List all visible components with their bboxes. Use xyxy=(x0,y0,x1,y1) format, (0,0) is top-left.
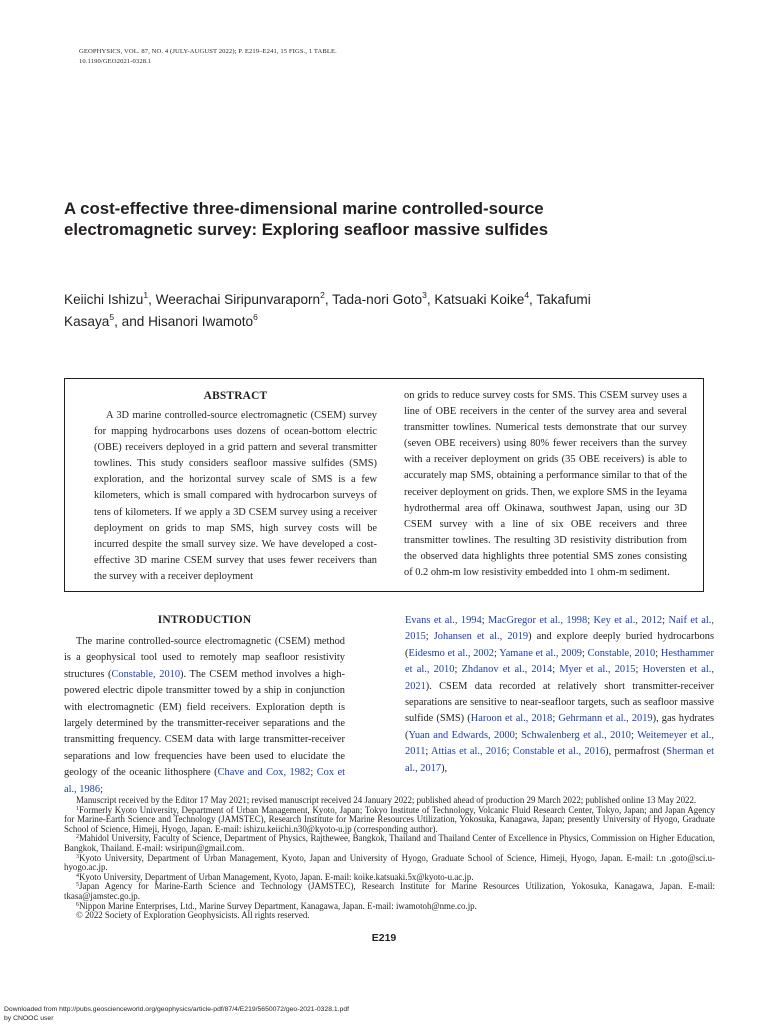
abstract-text-left: A 3D marine controlled-source electromagnetic (CSEM) survey for mapping hydrocarbons uses dozens of ocean-bottom electric (OBE) receivers deployed in a grid pattern and several transmitter towlines. This study considers seafloor massive sulfides (SMS) exploration, and the horizontal survey scale of SMS is a few kilometers, which is small compared with hydrocarbon surveys of tens of kilometers. If we apply a 3D CSEM survey using a receiver deployment on grids to map SMS, high survey costs will be incurred despite the small survey size. We have developed a cost-effective 3D marine CSEM survey that uses fewer receivers than the survey with a receiver deployment xyxy=(94,410,377,582)
doi: 10.1190/GEO2021-0328.1 xyxy=(79,58,152,65)
citation-link[interactable]: Schwalenberg et al., 2010 xyxy=(521,729,631,741)
citation-link[interactable]: Constable, 2010 xyxy=(111,668,181,680)
introduction-column-left xyxy=(64,614,345,798)
citation-link[interactable]: Attias et al., 2016 xyxy=(431,746,507,758)
footnotes xyxy=(64,796,715,921)
citation-link[interactable]: Johansen et al., 2019 xyxy=(433,631,529,643)
introduction-column-right xyxy=(405,613,714,777)
affiliation-marker: 2 xyxy=(320,290,325,300)
abstract-box xyxy=(64,378,704,592)
footnote xyxy=(64,806,715,835)
footnote-text: Japan Agency for Marine-Earth Science and Technology (JAMSTEC), Research Institute for Marine Resources Utilization, Yokosuka, Kanagawa, Japan. E-mail: tkasa@jamstec.go.jp. xyxy=(64,881,715,901)
introduction-paragraph: The marine controlled-source electromagnetic (CSEM) method is a geophysical tool used to remotely map seafloor resistivity structures (Constable, 2010). The CSEM method involves a high-powered electric dipole transmitter towed by a ship in conjunction with electromagnetic (EM) field receivers. Exploration depth is largely determined by the transmitter-receiver separations and the transmitting frequency. CSEM data with large transmitter-receiver separations and low frequencies have been used to elucidate the geology of the oceanic lithosphere (Chave and Cox, 1982; Cox et al., 1986; xyxy=(64,636,345,795)
journal-citation-line: GEOPHYSICS, VOL. 87, NO. 4 (JULY-AUGUST 2022); P. E219–E241, 15 FIGS., 1 TABLE. xyxy=(79,48,337,55)
author-name: Keiichi Ishizu xyxy=(64,292,144,307)
article-title-line-2: electromagnetic survey: Exploring seafloor massive sulfides xyxy=(64,220,549,239)
footnote-marker: 5 xyxy=(76,882,79,889)
abstract-column-right xyxy=(404,388,687,581)
article-title-line-1: A cost-effective three-dimensional marine controlled-source xyxy=(64,199,544,218)
author-line-1: Keiichi Ishizu$^1$, Weerachai Siripunvaraporn$^2$, Tada-nori Goto$^3$, Katsuaki Koike$^4$, Takafumi xyxy=(64,290,591,307)
footnote-text: Mahidol University, Faculty of Science, Department of Physics, Rajthewee, Bangkok, Thailand and Thailand Center of Excellence in Physics, Commission on Higher Education, Bangkok, Thailand. E-mail: wsiripun@gmail.com. xyxy=(64,833,715,853)
citation-link[interactable]: Hesthammer et al., 2010 xyxy=(405,647,714,676)
footnote-text: Manuscript received by the Editor 17 May 2021; revised manuscript received 24 January 2022; published ahead of production 29 March 2022; published online 13 May 2022. xyxy=(76,795,697,805)
abstract-text-right: on grids to reduce survey costs for SMS. This CSEM survey uses a line of OBE receivers in the center of the survey area and several transmitter towlines. Numerical tests demonstrate that our survey (seven OBE receivers) using 80% fewer receivers than the survey with a receiver deployment on grids (35 OBE receivers) is able to accurately map SMS, obtaining a performance similar to that of the receiver deployment on grids. Then, we explore SMS in the Ieyama hydrothermal area off Okinawa, southwest Japan, using our 3D CSEM survey with a line of six OBE receivers and three transmitter towlines. The resulting 3D resistivity distribution from the observed data highlights three potential SMS zones consisting of 0.2 ohm-m low resistivity embedded into 1 ohm-m sediment. xyxy=(404,390,687,579)
citation-link[interactable]: Constable, 2010 xyxy=(587,647,656,659)
introduction-paragraph-continued: Evans et al., 1994; MacGregor et al., 1998; Key et al., 2012; Naif et al., 2015; Johansen et al., 2019) and explore deeply buried hydrocarbons (Eidesmo et al., 2002; Yamane et al., 2009; Constable, 2010; Hesthammer et al., 2010; Zhdanov et al., 2014; Myer et al., 2015; Hoversten et al., 2021). CSEM data recorded at relatively short transmitter-receiver separations are sensitive to near-seafloor targets, such as seafloor massive sulfide (SMS) (Haroon et al., 2018; Gehrmann et al., 2019), gas hydrates (Yuan and Edwards, 2000; Schwalenberg et al., 2010; Weitemeyer et al., 2011; Attias et al., 2016; Constable et al., 2016), permafrost (Sherman et al., 2017), xyxy=(405,615,714,774)
affiliation-marker: 1 xyxy=(143,290,149,300)
download-user-line: by CNOOC user xyxy=(4,1014,54,1022)
author-and: and xyxy=(121,314,145,329)
author-list xyxy=(64,289,714,333)
citation-link[interactable]: MacGregor et al., 1998 xyxy=(488,615,588,626)
journal-masthead xyxy=(79,47,337,67)
citation-link[interactable]: Haroon et al., 2018 xyxy=(470,713,553,725)
citation-link[interactable]: Chave and Cox, 1982 xyxy=(217,767,311,779)
footnote xyxy=(64,854,715,873)
footnote xyxy=(64,882,715,901)
citation-link[interactable]: Eidesmo et al., 2002 xyxy=(408,647,494,659)
author-name-part-2: Kasaya xyxy=(64,314,110,329)
citation-link[interactable]: Weitemeyer et al., 2011 xyxy=(405,729,714,758)
author-line-2: Kasaya$^5$, and Hisanori Iwamoto$^6$ xyxy=(64,312,258,329)
citation-link[interactable]: Hoversten et al., 2021 xyxy=(405,664,714,692)
footnote-text: Nippon Marine Enterprises, Ltd., Marine Survey Department, Kanagawa, Japan. E-mail: iwamotoh@nme.co.jp. xyxy=(79,900,477,911)
author-name: Tada-nori Goto xyxy=(332,292,423,307)
article-title xyxy=(64,198,704,240)
author-name: Hisanori Iwamoto xyxy=(148,314,254,329)
page-number: E219 xyxy=(371,932,397,944)
affiliation-marker: 5 xyxy=(109,312,115,322)
introduction-heading: INTRODUCTION xyxy=(157,614,252,626)
footnote-text: Kyoto University, Department of Urban Management, Kyoto, Japan and University of Hyogo, Graduate School of Science, Himeji, Hyogo, Japan. E-mail: t.n .goto@sci.u-hyogo.ac.jp. xyxy=(64,852,715,873)
citation-link[interactable]: Key et al., 2012 xyxy=(593,615,663,626)
citation-link[interactable]: Myer et al., 2015 xyxy=(559,664,636,676)
author-name: Katsuaki Koike xyxy=(434,292,525,307)
citation-link[interactable]: Sherman et al., 2017 xyxy=(405,746,714,774)
download-notice xyxy=(4,1006,349,1023)
citation-link[interactable]: Zhdanov et al., 2014 xyxy=(461,664,553,676)
citation-link[interactable]: Yamane et al., 2009 xyxy=(499,647,582,659)
citation-link[interactable]: Constable et al., 2016 xyxy=(512,746,606,758)
footnote xyxy=(64,911,715,921)
footnote-marker: 6 xyxy=(76,901,79,908)
footnote-text: © 2022 Society of Exploration Geophysicists. All rights reserved. xyxy=(76,910,310,921)
footnote xyxy=(64,834,715,853)
affiliation-marker: 4 xyxy=(524,290,530,300)
affiliation-marker: 3 xyxy=(422,290,427,300)
footnote-marker: 4 xyxy=(76,872,79,879)
footnote-text: Formerly Kyoto University, Department of Urban Management, Kyoto, Japan; Tokyo Institute of Technology, Volcanic Fluid Research Center, Tokyo, Japan; and Japan Agency for Marine-Earth Science and Technology (JAMSTEC), Research Institute for Marine Resources Utilization, Yokosuka, Kanagawa, Japan; presently University of Hyogo, Graduate School of Science, Himeji, Hyogo, Japan. E-mail: ishizu.keiichi.n30@kyoto-u.jp (corresponding author). xyxy=(64,804,715,834)
author-name-part-1: Takafumi xyxy=(536,292,591,307)
affiliation-marker: 6 xyxy=(253,312,258,322)
abstract-column-left xyxy=(94,390,377,585)
abstract-heading: ABSTRACT xyxy=(203,390,268,402)
citation-link[interactable]: Gehrmann et al., 2019 xyxy=(558,713,653,725)
author-name: Weerachai Siripunvaraporn xyxy=(155,292,321,307)
footnote-text: Kyoto University, Department of Urban Management, Kyoto, Japan. E-mail: koike.katsuaki.5x@kyoto-u.ac.jp. xyxy=(79,871,474,882)
footnote-marker: 3 xyxy=(76,853,79,860)
citation-link[interactable]: Yuan and Edwards, 2000 xyxy=(408,729,515,741)
citation-link[interactable]: Naif et al., 2015 xyxy=(405,615,714,643)
citation-link[interactable]: Evans et al., 1994 xyxy=(405,615,482,626)
footnote-marker: 2 xyxy=(76,834,79,841)
download-url-line: Downloaded from http://pubs.geoscienceworld.org/geophysics/article-pdf/87/4/E219/5650072/geo-2021-0328.1.pdf xyxy=(4,1006,349,1013)
citation-link[interactable]: Cox et al., 1986 xyxy=(64,767,345,795)
footnote-marker: 1 xyxy=(76,805,79,812)
